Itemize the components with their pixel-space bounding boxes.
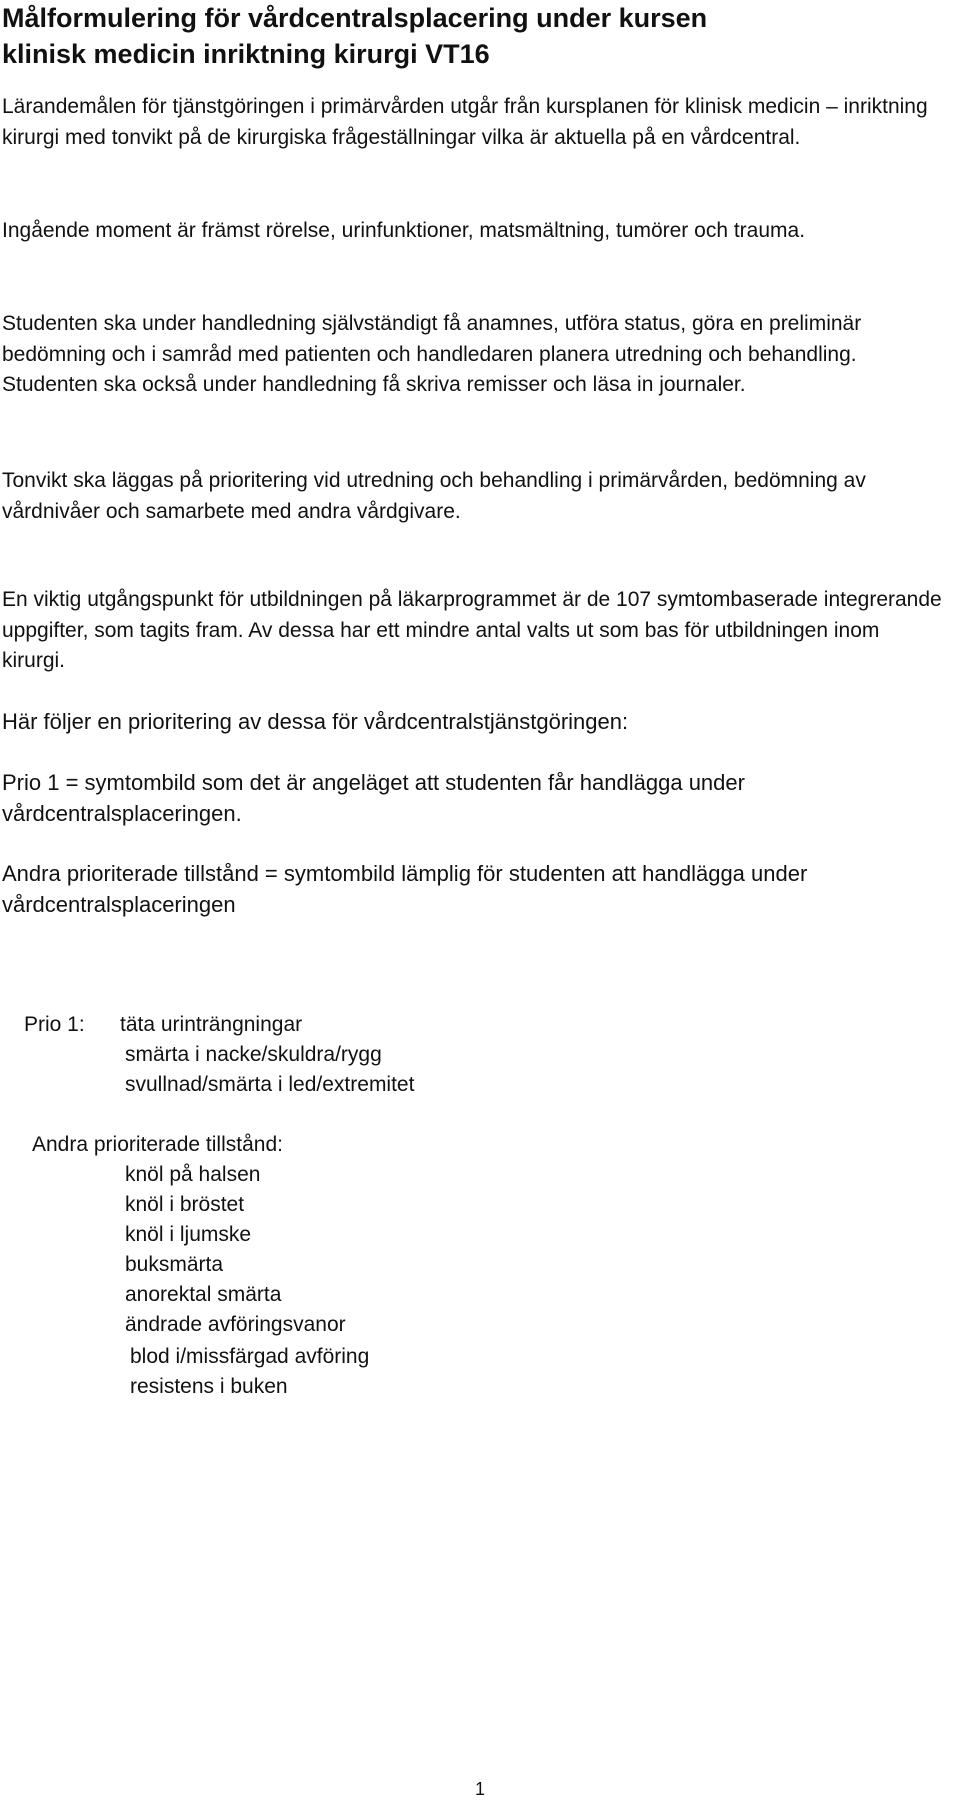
paragraph-other-definition: Andra prioriterade tillstånd = symtombild lämplig för studenten att handlägga under vårdcentralsplaceringen [2, 861, 808, 917]
paragraph-prioritization-intro: Här följer en prioritering av dessa för vårdcentralstjänstgöringen: [2, 709, 629, 734]
paragraph-student-tasks: Studenten ska under handledning självständigt få anamnes, utföra status, göra en preliminär bedömning och i samråd med patienten och handledaren planera utredning och behandling. Studenten ska också under handledning få skriva remisser och läsa in journaler. [2, 312, 862, 397]
paragraph-starting-point: En viktig utgångspunkt för utbildningen på läkarprogrammet är de 107 symtombaserade integrerande uppgifter, som tagits fram. Av dessa har ett mindre antal valts ut som bas för utbildningen inom kirurgi. [2, 588, 942, 673]
list-item: buksmärta [125, 1253, 224, 1276]
list-item: knöl i ljumske [125, 1223, 252, 1246]
paragraph-prio1-definition: Prio 1 = symtombild som det är angeläget att studenten får handlägga under vårdcentralsplaceringen. [2, 770, 745, 826]
list-item: blod i/missfärgad avföring [130, 1345, 370, 1368]
paragraph-emphasis: Tonvikt ska läggas på prioritering vid utredning och behandling i primärvården, bedömning av vårdnivåer och samarbete med andra vårdgivare. [2, 469, 866, 523]
paragraph-components: Ingående moment är främst rörelse, urinfunktioner, matsmältning, tumörer och trauma. [2, 219, 806, 242]
list-item: svullnad/smärta i led/extremitet [125, 1073, 415, 1096]
title-line-1: Målformulering för vårdcentralsplacering under kursen [2, 3, 708, 33]
page-number: 1 [474, 1779, 485, 1799]
list-item: knöl på halsen [125, 1163, 261, 1186]
list-item: ändrade avföringsvanor [125, 1313, 346, 1336]
list-item: knöl i bröstet [125, 1193, 245, 1216]
list-item: smärta i nacke/skuldra/rygg [125, 1043, 382, 1066]
document-title [2, 0, 942, 72]
paragraph-learning-goals: Lärandemålen för tjänstgöringen i primärvården utgår från kursplanen för klinisk medicin – inriktning kirurgi med tonvikt på de kirurgiska frågeställningar vilka är aktuella på en vårdcentral. [2, 95, 928, 149]
title-line-2: klinisk medicin inriktning kirurgi VT16 [2, 39, 490, 69]
prio1-label: Prio 1: [24, 1013, 85, 1036]
list-item: anorektal smärta [125, 1283, 282, 1306]
list-item: täta urinträngningar [120, 1013, 303, 1036]
other-priority-label: Andra prioriterade tillstånd: [32, 1133, 283, 1156]
list-item: resistens i buken [130, 1375, 288, 1398]
